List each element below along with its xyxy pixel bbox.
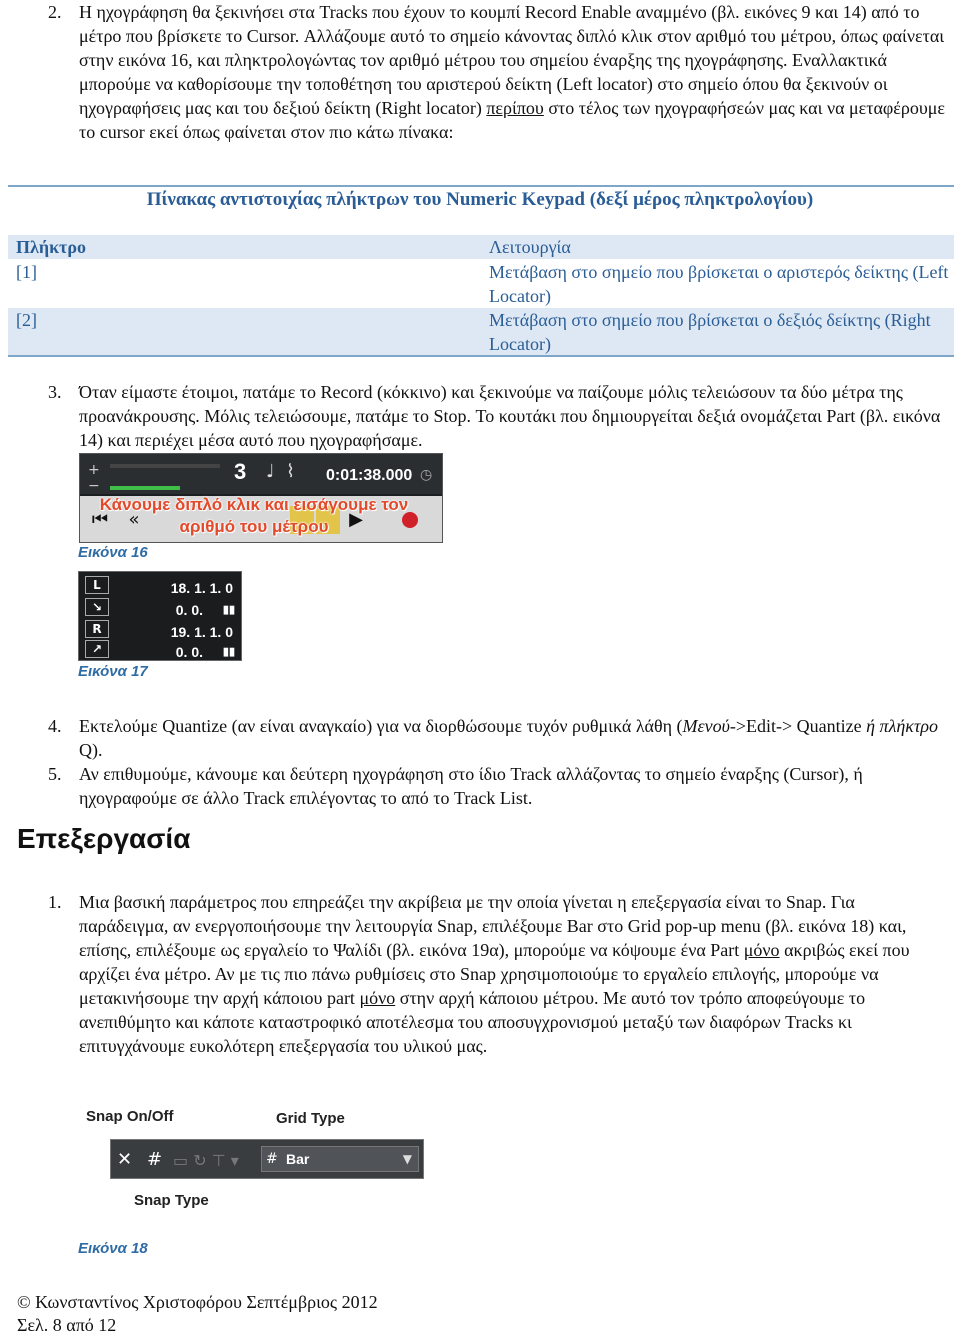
time-display: 0:01:38.000 <box>326 467 413 484</box>
list-item-5 <box>48 762 948 810</box>
copyright: © Κωνσταντίνος Χριστοφόρου Σεπτέμβριος 2012 <box>17 1292 378 1312</box>
minus-icon: − <box>88 478 100 494</box>
pre-roll-row <box>79 596 241 616</box>
post-roll-icon[interactable]: ↗ <box>85 640 109 658</box>
chevron-down-icon: ▼ <box>402 1152 412 1166</box>
list-item-4 <box>48 714 948 762</box>
post-roll-row <box>79 638 241 658</box>
snap-toggle-icon[interactable]: ✕ <box>117 1149 133 1170</box>
figure-caption: Εικόνα 18 <box>78 1240 148 1257</box>
right-locator-row <box>79 618 241 638</box>
figure-caption: Εικόνα 16 <box>78 544 148 561</box>
list-text: Εκτελούμε Quantize (αν είναι αναγκαίο) για να διορθώσουμε τυχόν ρυθμικά λάθη (Μενού->Edit-> Quantize ή πλήκτρο Q). <box>79 716 939 760</box>
list-number: 1. <box>48 892 62 912</box>
table-header-row <box>8 235 954 259</box>
table-title: Πίνακας αντιστοιχίας πλήκτρων του Numeric Keypad (δεξί μέρος πληκτρολογίου) <box>146 189 814 210</box>
pre-roll-value[interactable]: 0. 0. <box>175 602 203 618</box>
grid-type-value: Bar <box>286 1151 310 1167</box>
table-bottom-rule <box>8 355 954 357</box>
section-heading: Επεξεργασία <box>17 823 191 854</box>
stop-icon[interactable]: ▮▮ <box>222 646 235 658</box>
level-meter-fill <box>110 486 180 490</box>
snap-type-icon[interactable]: ▭ ↻ ⊤ ▾ <box>173 1151 239 1170</box>
table-cell-val: Μετάβαση στο σημείο που βρίσκεται ο δεξιός δείκτης (Right Locator) <box>489 310 931 354</box>
bar-number-field[interactable]: 3 <box>234 459 247 484</box>
table-cell-val: Μετάβαση στο σημείο που βρίσκεται ο αριστερός δείκτης (Left Locator) <box>489 262 949 306</box>
note-icon: ♩ <box>266 461 275 482</box>
grid-icon[interactable]: # <box>147 1149 163 1170</box>
transport-annotation: Κάνουμε διπλό κλικ και εισάγουμε τον αριθμό του μέτρου <box>99 495 409 536</box>
metronome-icon: ⌇ <box>286 461 295 482</box>
right-locator-icon[interactable]: R <box>85 620 109 638</box>
list-text: Όταν είμαστε έτοιμοι, πατάμε το Record (κόκκινο) και ξεκινούμε να παίζουμε μόλις τελειώσουν τα δύο μέτρα της προανάκρουσης. Μόλις τελειώσουμε, πατάμε το Stop. Το κουτάκι που δημιουργείται δεξιά ονομάζεται Part (βλ. εικόνα 14) και περιέχει μέσα αυτό που ηχογραφήσαμε. <box>79 382 941 450</box>
list-item-1 <box>48 890 948 1058</box>
snap-toolbar <box>110 1139 424 1179</box>
table-top-rule <box>8 185 954 187</box>
list-item-2 <box>48 0 948 144</box>
list-item-3 <box>48 380 948 452</box>
left-locator-value[interactable]: 18. 1. 1. 0 <box>170 580 233 596</box>
list-number: 2. <box>48 2 62 22</box>
transport-screenshot <box>79 453 443 543</box>
level-meter <box>110 464 220 468</box>
list-text: Η ηχογράφηση θα ξεκινήσει στα Tracks που έχουν το κουμπί Record Enable αναμμένο (βλ. εικόνες 9 και 14) από το μέτρο που βρίσκετε το Cursor. Αλλάζουμε αυτό το σημείο κάνοντας διπλό κλικ στον αριθμό του μέτρου, όπως φαίνεται στην εικόνα 16, και πληκτρολογώντας τον αριθμό μέτρου του σημείου έναρξης της ηχογράφησης. Εναλλακτικά μπορούμε να καθορίσουμε την τοποθέτηση του αριστερού δείκτη (Left locator) στο σημείο όπου θα ξεκινούν οι ηχογραφήσεις μας και του δεξιού δείκτη (Right locator) περίπου στο τέλος των ηχογραφήσεών μας και να μεταφέρουμε το cursor εκεί όπως φαίνεται στον πιο κάτω πίνακα: <box>79 2 945 142</box>
plus-icon: + <box>88 462 100 478</box>
list-text: Μια βασική παράμετρος που επηρεάζει την ακρίβεια με την οποία γίνεται η επεξεργασία είναι το Snap. Για παράδειγμα, αν ενεργοποιήσουμε την λειτουργία Snap, επιλέξουμε Bar στο Grid pop-up menu (βλ. εικόνα 18) και, επίσης, επιλέξουμε ως εργαλείο το Ψαλίδι (βλ. εικόνα 19α), μπορούμε να κόψουμε ένα Part μόνο ακριβώς εκεί που αρχίζει ένα μέτρο. Αν με τις πιο πάνω ρυθμίσεις στο Snap χρησιμοποιούμε το εργαλείο επιλογής, μπορούμε να μετακινήσουμε την αρχή κάποιου part μόνο στην αρχή κάποιου μέτρου. Με αυτό τον τρόπο αποφεύγουμε το ανεπιθύμητο και κάποτε καταστροφικό αποτέλεσμα του αποσυγχρονισμού μεταξύ των διαφόρων Tracks κι επιτυγχάνουμε ευκολότερη επεξεργασία του υλικού μας. <box>79 892 910 1056</box>
table-row <box>8 308 954 356</box>
grid-icon: # <box>266 1151 278 1167</box>
clock-icon: ◷ <box>420 467 433 483</box>
table-header-val: Λειτουργία <box>489 237 571 257</box>
table-row <box>8 260 954 308</box>
list-number: 4. <box>48 716 62 736</box>
page-number: Σελ. 8 από 12 <box>17 1315 117 1335</box>
grid-type-label: Grid Type <box>276 1110 345 1127</box>
pre-roll-icon[interactable]: ↘ <box>85 598 109 616</box>
left-locator-row <box>79 574 241 594</box>
list-number: 5. <box>48 764 62 784</box>
transport-top-bar <box>80 454 442 494</box>
pause-icon[interactable]: ▮▮ <box>222 604 235 616</box>
rewind-icon[interactable]: « <box>128 509 140 530</box>
table-cell-key: [1] <box>16 262 37 282</box>
snap-onoff-label: Snap On/Off <box>86 1108 174 1125</box>
grid-type-select[interactable] <box>261 1146 419 1172</box>
locator-panel <box>78 571 242 661</box>
play-icon[interactable]: ▶ <box>349 509 363 530</box>
go-to-start-icon[interactable]: ⏮ <box>91 509 109 530</box>
table-cell-key: [2] <box>16 310 37 330</box>
left-locator-icon[interactable]: L <box>85 576 109 594</box>
figure-caption: Εικόνα 17 <box>78 663 148 680</box>
snap-type-label: Snap Type <box>134 1192 209 1209</box>
post-roll-value[interactable]: 0. 0. <box>175 644 203 660</box>
table-header-key: Πλήκτρο <box>16 237 86 257</box>
list-text: Αν επιθυμούμε, κάνουμε και δεύτερη ηχογράφηση στο ίδιο Track αλλάζοντας το σημείο έναρξης (Cursor), ή ηχογραφούμε σε άλλο Track επιλέγοντας το από το Track List. <box>79 764 863 808</box>
right-locator-value[interactable]: 19. 1. 1. 0 <box>170 624 233 640</box>
list-number: 3. <box>48 382 62 402</box>
